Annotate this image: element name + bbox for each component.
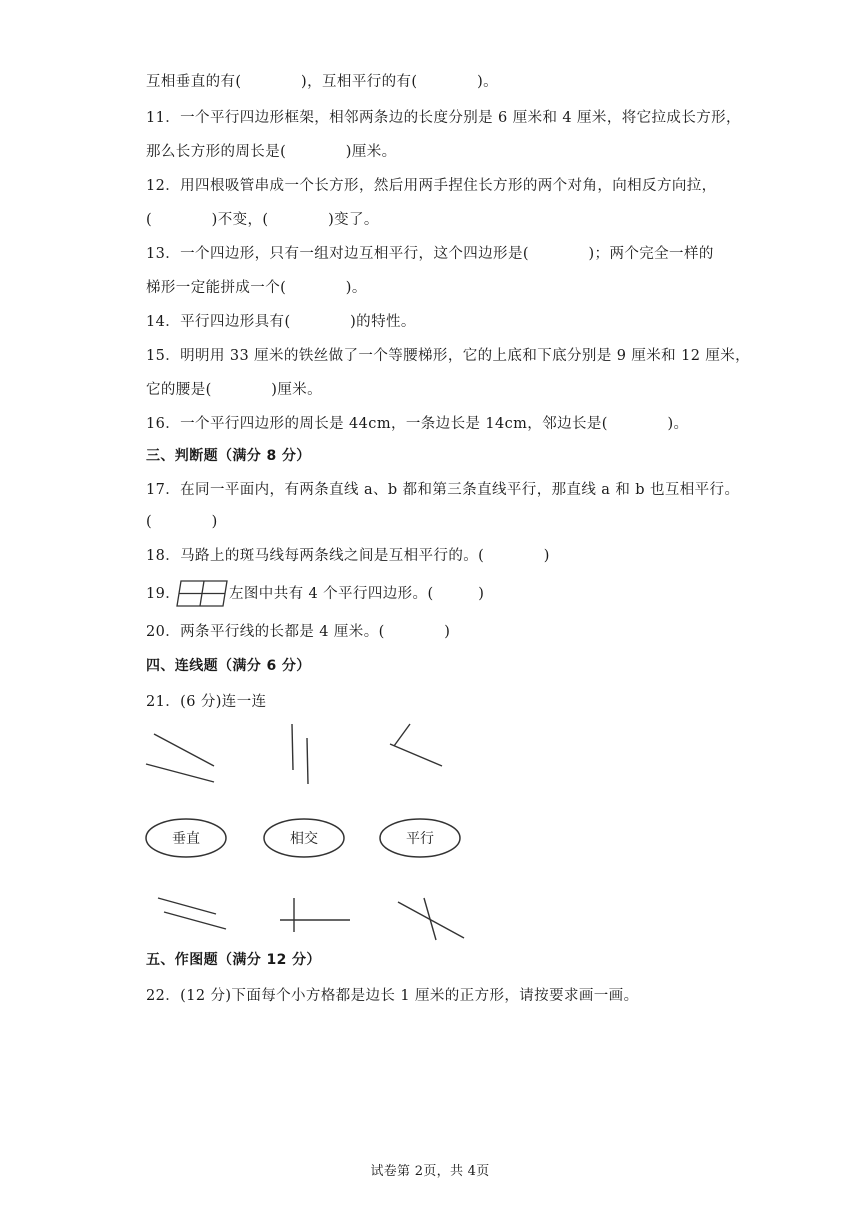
question-12-line2: ( )不变，( )变了。 xyxy=(146,212,379,228)
question-12-line1: 12．用四根吸管串成一个长方形，然后用两手捏住长方形的两个对角，向相反方向拉， xyxy=(146,178,717,194)
svg-text:平行: 平行 xyxy=(406,831,434,847)
question-13-line2: 梯形一定能拼成一个( )。 xyxy=(146,280,367,296)
oval-intersect[interactable] xyxy=(262,816,346,860)
line-figure-top-3 xyxy=(386,722,448,770)
oval-vertical[interactable] xyxy=(144,816,228,860)
question-11-line2: 那么长方形的周长是( )厘米。 xyxy=(146,144,397,160)
question-20: 20．两条平行线的长都是 4 厘米。( ) xyxy=(146,624,451,640)
question-11-line1: 11．一个平行四边形框架，相邻两条边的长度分别是 6 厘米和 4 厘米，将它拉成长方形， xyxy=(146,110,741,126)
line-figure-bottom-1 xyxy=(150,894,230,934)
section-4-heading: 四、连线题（满分 6 分） xyxy=(146,658,311,674)
question-18: 18．马路上的斑马线每两条线之间是互相平行的。( ) xyxy=(146,548,550,564)
page-footer: 试卷第 2页，共 4页 xyxy=(370,1164,490,1179)
question-17-line1: 17．在同一平面内，有两条直线 a、b 都和第三条直线平行，那直线 a 和 b 也互相平行。 xyxy=(146,482,740,498)
parallelogram-figure xyxy=(176,580,228,608)
question-21: 21．(6 分)连一连 xyxy=(146,694,267,710)
question-19-text: 左图中共有 4 个平行四边形。( ) xyxy=(229,586,485,602)
question-13-line1: 13．一个四边形，只有一组对边互相平行，这个四边形是( )；两个完全一样的 xyxy=(146,246,714,262)
line-figure-bottom-3 xyxy=(394,896,468,944)
svg-text:垂直: 垂直 xyxy=(172,831,200,847)
svg-text:相交: 相交 xyxy=(290,831,318,847)
question-17-line2: ( ) xyxy=(146,514,218,530)
question-15-line2: 它的腰是( )厘米。 xyxy=(146,382,323,398)
question-15-line1: 15．明明用 33 厘米的铁丝做了一个等腰梯形，它的上底和下底分别是 9 厘米和 12 厘米， xyxy=(146,348,751,364)
line-10-continued: 互相垂直的有( )，互相平行的有( )。 xyxy=(146,74,499,90)
question-19-number: 19． xyxy=(146,586,181,602)
line-figure-bottom-2 xyxy=(278,896,354,936)
oval-parallel[interactable] xyxy=(378,816,462,860)
question-22: 22．(12 分)下面每个小方格都是边长 1 厘米的正方形，请按要求画一画。 xyxy=(146,988,639,1004)
line-figure-top-2 xyxy=(282,720,316,790)
section-5-heading: 五、作图题（满分 12 分） xyxy=(146,952,321,968)
question-16: 16．一个平行四边形的周长是 44cm，一条边长是 14cm，邻边长是( )。 xyxy=(146,416,689,432)
section-3-heading: 三、判断题（满分 8 分） xyxy=(146,448,311,464)
line-figure-top-1 xyxy=(140,728,220,786)
question-14: 14．平行四边形具有( )的特性。 xyxy=(146,314,416,330)
